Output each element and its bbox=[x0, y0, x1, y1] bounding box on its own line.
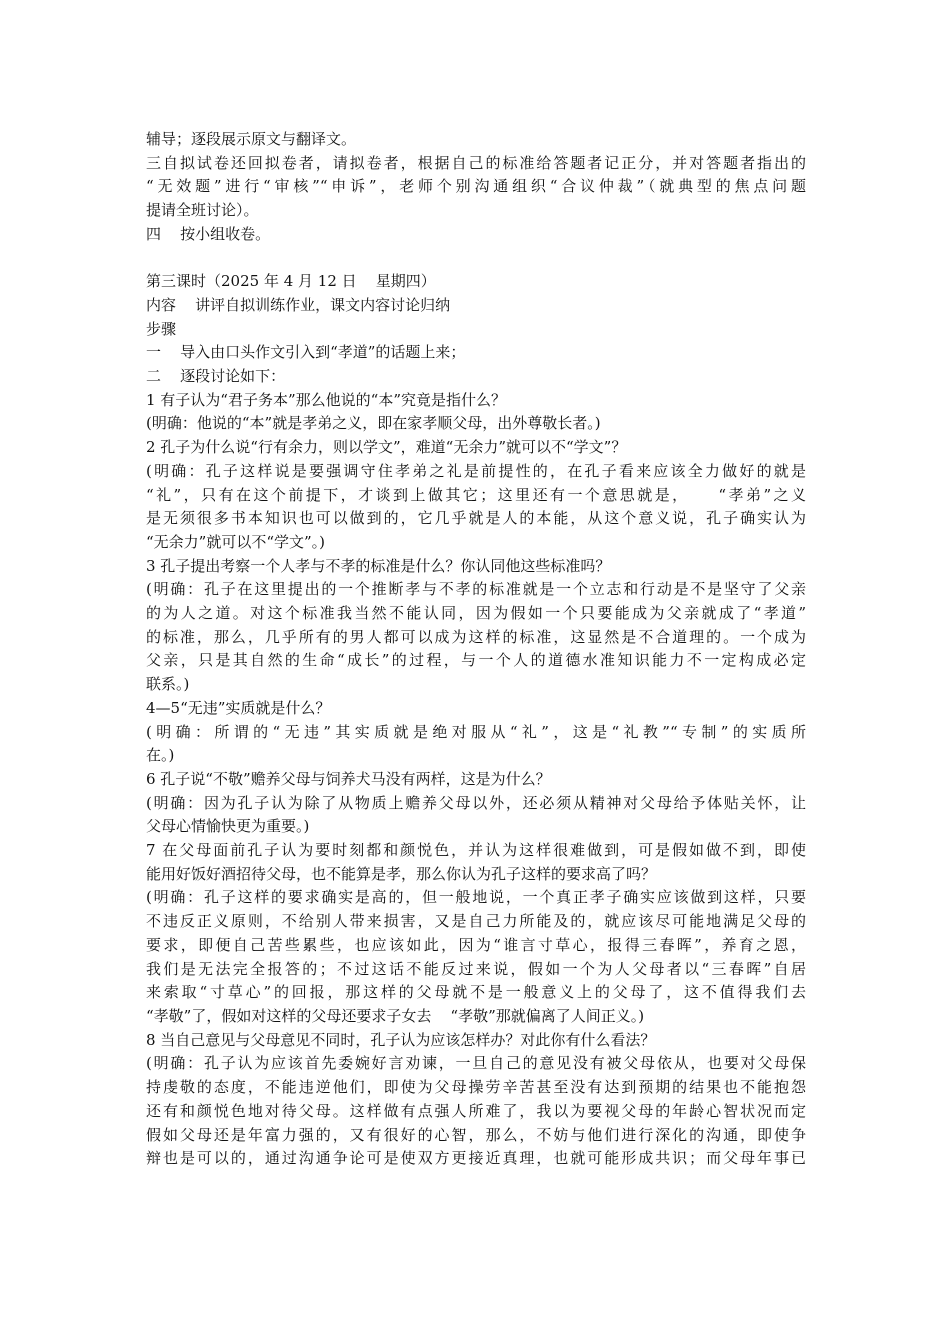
text-line: 步骤 bbox=[146, 319, 177, 338]
text-line: 三自拟试卷还回拟卷者，请拟卷者，根据自己的标准给答题者记正分，并对答题者指出的 bbox=[146, 153, 806, 172]
text-line: (明确：因为孔子认为除了从物质上赡养父母以外，还必须从精神对父母给予体贴关怀，让 bbox=[146, 793, 806, 812]
text-line: 父母心情愉快更为重要。) bbox=[146, 817, 310, 836]
text-line: 四 按小组收卷。 bbox=[146, 224, 271, 243]
text-line: (明确：孔子这样的要求确实是高的，但一般地说，一个真正孝子确实应该做到这样，只要 bbox=[146, 888, 806, 907]
text-line: 联系。) bbox=[146, 675, 190, 694]
text-line: (明确：孔子这样说是要强调守住孝弟之礼是前提性的，在孔子看来应该全力做好的就是 bbox=[146, 461, 806, 480]
text-line: (明确：所谓的“无违”其实质就是绝对服从“礼”，这是“礼教”“专制”的实质所 bbox=[146, 722, 806, 741]
text-line: 不违反正义原则，不给别人带来损害，又是自己力所能及的，就应该尽可能地满足父母的 bbox=[146, 912, 806, 931]
text-line: 要求，即便自己苦些累些，也应该如此，因为“谁言寸草心，报得三春晖”，养育之恩， bbox=[146, 935, 806, 954]
text-line: 父亲，只是其自然的生命“成长”的过程，与一个人的道德水准知识能力不一定构成必定 bbox=[146, 651, 806, 670]
text-line: 内容 讲评自拟训练作业，课文内容讨论归纳 bbox=[146, 295, 451, 314]
text-line: 我们是无法完全报答的；不过这话不能反过来说，假如一个为人父母者以“三春晖”自居 bbox=[146, 959, 806, 978]
text-line: 8 当自己意见与父母意见不同时，孔子认为应该怎样办？对此你有什么看法？ bbox=[146, 1030, 656, 1049]
text-line: 7 在父母面前孔子认为要时刻都和颜悦色，并认为这样很难做到，可是假如做不到，即使 bbox=[146, 841, 806, 860]
text-line: “礼”，只有在这个前提下，才谈到上做其它；这里还有一个意思就是， “孝弟”之义 bbox=[146, 485, 806, 504]
text-line: (明确：孔子在这里提出的一个推断孝与不孝的标准就是一个立志和行动是不是坚守了父亲 bbox=[146, 580, 806, 599]
text-line: 的标准，那么，几乎所有的男人都可以成为这样的标准，这显然是不合道理的。一个成为 bbox=[146, 627, 806, 646]
text-line: 一 导入由口头作文引入到“孝道”的话题上来； bbox=[146, 343, 466, 362]
document-page bbox=[146, 128, 806, 1171]
text-line: 辩也是可以的，通过沟通争论可是使双方更接近真理，也就可能形成共识；而父母年事已 bbox=[146, 1149, 806, 1168]
text-line: “无效题”进行“审核”“申诉”，老师个别沟通组织“合议仲裁”（就典型的焦点问题 bbox=[146, 177, 806, 196]
text-line: 1 有子认为“君子务本”那么他说的“本”究竟是指什么？ bbox=[146, 390, 506, 409]
text-line: 来索取“寸草心”的回报，那这样的父母就不是一般意义上的父母了，这不值得我们去 bbox=[146, 983, 806, 1002]
text-line: 还有和颜悦色地对待父母。这样做有点强人所难了，我以为要视父母的年龄心智状况而定 bbox=[146, 1101, 806, 1120]
text-line: 3 孔子提出考察一个人孝与不孝的标准是什么？你认同他这些标准吗？ bbox=[146, 556, 611, 575]
text-line: 6 孔子说“不敬”赡养父母与饲养犬马没有两样，这是为什么？ bbox=[146, 769, 551, 788]
text-line: 在。) bbox=[146, 746, 175, 765]
blank-line bbox=[146, 247, 806, 271]
text-line: (明确：孔子认为应该首先委婉好言劝谏，一旦自己的意见没有被父母依从，也要对父母保 bbox=[146, 1054, 806, 1073]
text-line: 辅导；逐段展示原文与翻译文。 bbox=[146, 130, 357, 148]
text-line: 提请全班讨论）。 bbox=[146, 201, 259, 220]
text-line: “无余力”就可以不“学文”。) bbox=[146, 532, 326, 551]
text-line: 的为人之道。对这个标准我当然不能认同，因为假如一个只要能成为父亲就成了“孝道” bbox=[146, 604, 806, 623]
text-line: 假如父母还是年富力强的，又有很好的心智，那么，不妨与他们进行深化的沟通，即使争 bbox=[146, 1125, 806, 1144]
text-line: “孝敬”了，假如对这样的父母还要求子女去 “孝敬”那就偏离了人间正义。) bbox=[146, 1007, 645, 1025]
text-line: 二 逐段讨论如下： bbox=[146, 367, 286, 386]
text-line: 4—5“无违”实质就是什么？ bbox=[146, 698, 331, 717]
text-line: 是无须很多书本知识也可以做到的，它几乎就是人的本能，从这个意义说，孔子确实认为 bbox=[146, 509, 806, 528]
text-line: 2 孔子为什么说“行有余力，则以学文”，难道“无余力”就可以不“学文”？ bbox=[146, 438, 627, 457]
text-line: (明确：他说的“本”就是孝弟之义，即在家孝顺父母，出外尊敬长者。) bbox=[146, 414, 601, 433]
text-line: 能用好饭好酒招待父母，也不能算是孝，那么你认为孔子这样的要求高了吗？ bbox=[146, 864, 657, 883]
text-line: 持虔敬的态度，不能违逆他们，即使为父母操劳辛苦甚至没有达到预期的结果也不能抱怨 bbox=[146, 1078, 806, 1097]
text-line: 第三课时（2025 年 4 月 12 日 星期四） bbox=[146, 272, 436, 291]
